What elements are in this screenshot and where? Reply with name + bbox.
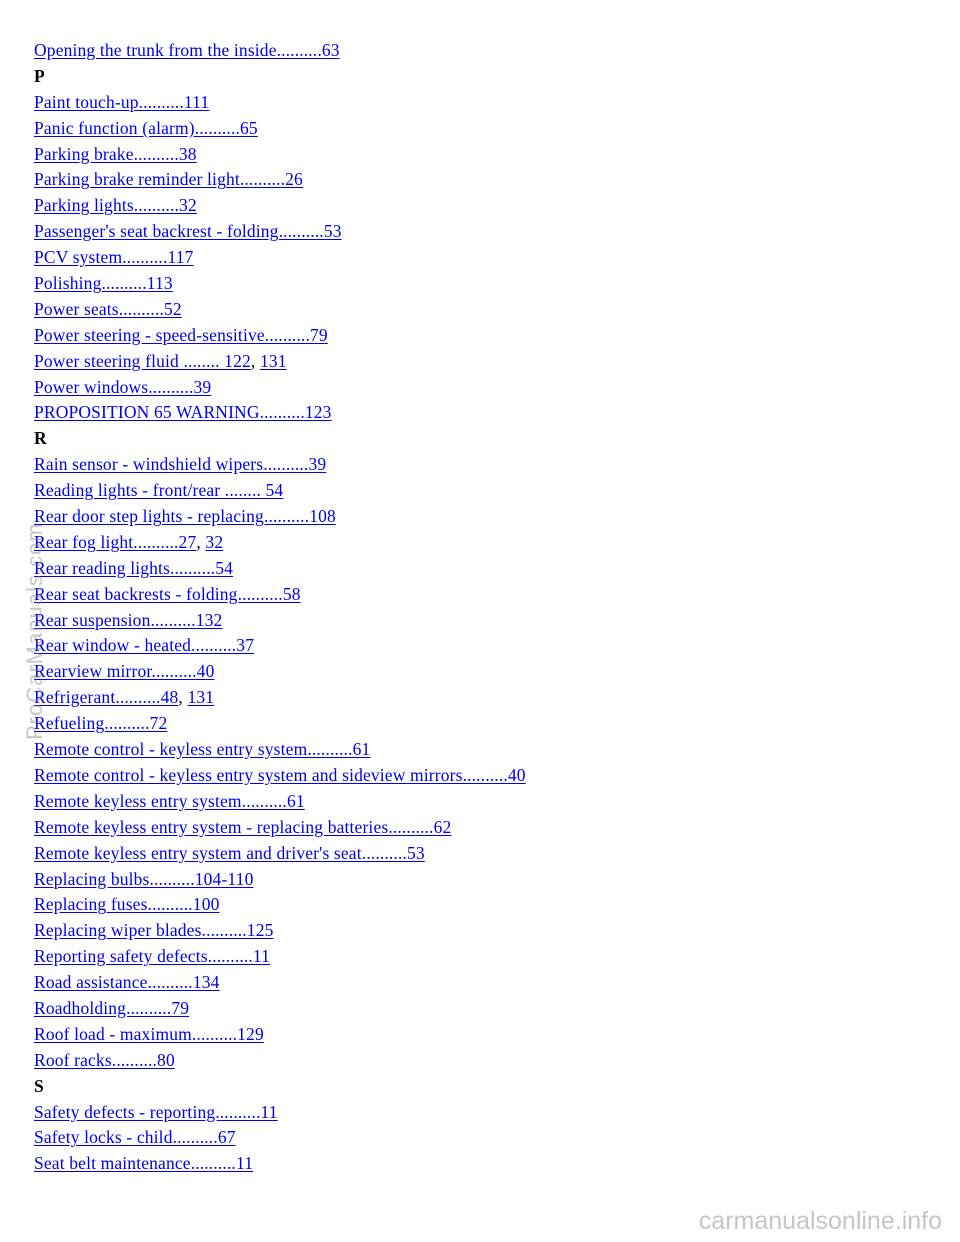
index-entry [34, 996, 934, 1022]
index-entry-link[interactable]: Roadholding..........79 [34, 997, 190, 1018]
index-entry-link[interactable]: 131 [187, 687, 215, 708]
index-entry [34, 478, 934, 504]
index-entry-link[interactable]: Power steering fluid ........ 122 [34, 350, 251, 371]
index-entry [34, 193, 934, 219]
entry-separator: , [250, 350, 260, 371]
index-entry-link[interactable]: Rear seat backrests - folding..........58 [34, 583, 301, 604]
index-entry-link[interactable]: Rear reading lights..........54 [34, 557, 234, 578]
index-entry [34, 38, 934, 64]
index-entry [34, 711, 934, 737]
index-entry [34, 685, 934, 711]
index-entry-link[interactable]: Refueling..........72 [34, 713, 168, 734]
index-entry [34, 970, 934, 996]
index-entry-link[interactable]: Remote control - keyless entry system and sideview mirrors..........40 [34, 764, 526, 785]
index-entry-link[interactable]: Refrigerant..........48 [34, 687, 179, 708]
index-entry-link[interactable]: Parking brake reminder light..........26 [34, 169, 303, 190]
index-entry [34, 918, 934, 944]
index-entry [34, 245, 934, 271]
index-entry-link[interactable]: Reading lights - front/rear ........ 54 [34, 480, 284, 501]
index-entry [34, 1048, 934, 1074]
index-entry-link[interactable]: Reporting safety defects..........11 [34, 946, 271, 967]
index-entry-link[interactable]: Rain sensor - windshield wipers..........39 [34, 454, 327, 475]
index-entry-link[interactable]: Replacing fuses..........100 [34, 894, 220, 915]
index-entry [34, 556, 934, 582]
index-section-letter [34, 64, 934, 90]
index-entry-link[interactable]: Panic function (alarm)..........65 [34, 117, 258, 138]
index-entry [34, 167, 934, 193]
index-entry-link[interactable]: Rear fog light..........27 [34, 531, 197, 552]
index-entry [34, 815, 934, 841]
watermark-side-text: ProCarManuals.com [22, 522, 47, 740]
index-entry-link[interactable]: Remote keyless entry system and driver's seat..........53 [34, 842, 425, 863]
index-entry [34, 659, 934, 685]
index-entry-link[interactable]: PROPOSITION 65 WARNING..........123 [34, 402, 332, 423]
index-entry [34, 349, 934, 375]
index-entry-link[interactable]: Power seats..........52 [34, 298, 182, 319]
index-entry [34, 892, 934, 918]
section-letter: P [34, 65, 45, 86]
index-entry [34, 142, 934, 168]
index-entry-link[interactable]: Rear suspension..........132 [34, 609, 223, 630]
index-entry [34, 841, 934, 867]
index-entry [34, 530, 934, 556]
index-entry-link[interactable]: Opening the trunk from the inside..........63 [34, 40, 340, 60]
entry-separator: , [196, 531, 206, 552]
index-section-letter [34, 1074, 934, 1100]
index-entry [34, 867, 934, 893]
index-entry-link[interactable]: Rear window - heated..........37 [34, 635, 255, 656]
index-entry-link[interactable]: Power steering - speed-sensitive..........79 [34, 324, 328, 345]
index-entry-link[interactable]: Replacing bulbs..........104-110 [34, 868, 254, 889]
index-entry-link[interactable]: Remote keyless entry system - replacing batteries..........62 [34, 816, 452, 837]
index-entry-link[interactable]: Seat belt maintenance..........11 [34, 1153, 254, 1174]
index-entry [34, 400, 934, 426]
index-entry-link[interactable]: Parking lights..........32 [34, 195, 197, 216]
index-section-letter [34, 426, 934, 452]
index-entry [34, 582, 934, 608]
index-entry [34, 219, 934, 245]
index-entry-link[interactable]: Roof racks..........80 [34, 1049, 175, 1070]
section-letter: S [34, 1075, 44, 1096]
index-entry-link[interactable]: PCV system..........117 [34, 247, 194, 268]
index-entry [34, 789, 934, 815]
index-page [34, 38, 934, 1177]
index-entry [34, 1100, 934, 1126]
index-entry [34, 737, 934, 763]
watermark-footer-text: carmanualsonline.info [698, 1207, 942, 1235]
index-entry-link[interactable]: Rear door step lights - replacing..........108 [34, 506, 336, 527]
index-entry [34, 944, 934, 970]
section-letter: R [34, 428, 47, 449]
index-entry [34, 1022, 934, 1048]
index-entry-link[interactable]: Remote control - keyless entry system..........61 [34, 739, 371, 760]
index-entry [34, 271, 934, 297]
index-entry [34, 504, 934, 530]
index-entry [34, 116, 934, 142]
index-entry-link[interactable]: Remote keyless entry system..........61 [34, 790, 305, 811]
index-entry [34, 375, 934, 401]
entry-separator: , [178, 687, 188, 708]
index-entry [34, 1125, 934, 1151]
index-entry [34, 633, 934, 659]
index-entry [34, 608, 934, 634]
index-entry-link[interactable]: Passenger's seat backrest - folding..........53 [34, 221, 342, 242]
index-entry-link[interactable]: Paint touch-up..........111 [34, 91, 210, 112]
index-entry-link[interactable]: Rearview mirror..........40 [34, 661, 215, 682]
index-entry-link[interactable]: Roof load - maximum..........129 [34, 1023, 264, 1044]
index-entry-link[interactable]: Parking brake..........38 [34, 143, 197, 164]
index-entry-link[interactable]: Replacing wiper blades..........125 [34, 920, 274, 941]
index-entry-link[interactable]: Safety defects - reporting..........11 [34, 1101, 278, 1122]
index-entry-link[interactable]: Road assistance..........134 [34, 972, 220, 993]
index-entry-link[interactable]: Safety locks - child..........67 [34, 1127, 236, 1148]
index-entry-link[interactable]: Power windows..........39 [34, 376, 212, 397]
index-entry [34, 452, 934, 478]
index-entry [34, 323, 934, 349]
index-entry [34, 297, 934, 323]
index-entry-link[interactable]: 32 [205, 531, 224, 552]
index-entry-link[interactable]: 131 [259, 350, 287, 371]
index-entry [34, 763, 934, 789]
index-entry-link[interactable]: Polishing..........113 [34, 273, 173, 294]
index-entry [34, 90, 934, 116]
index-entry [34, 1151, 934, 1177]
